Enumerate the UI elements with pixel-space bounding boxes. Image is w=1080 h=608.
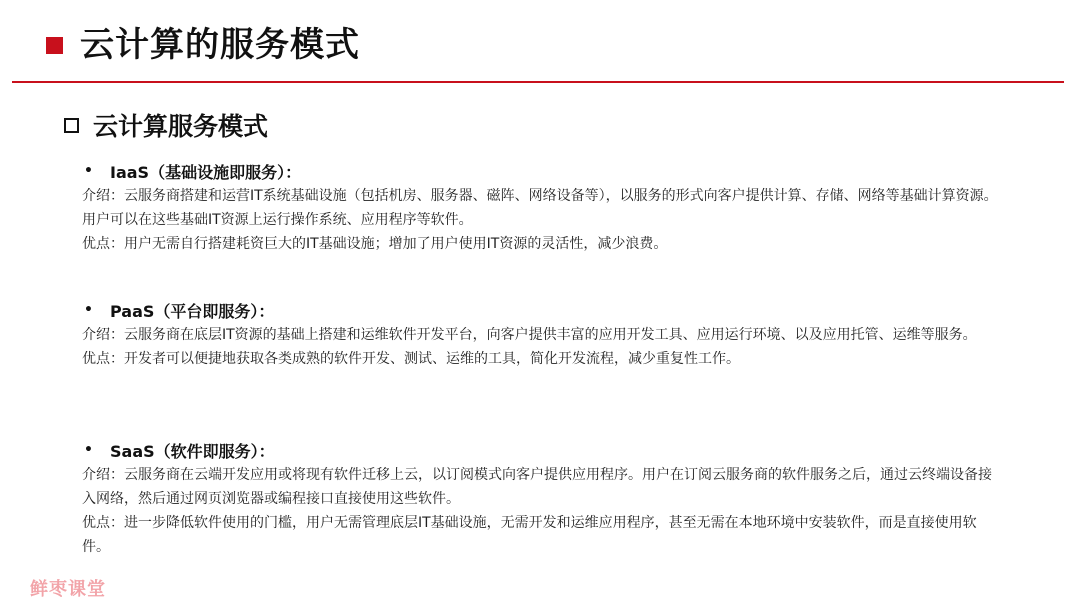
iaas-block	[82, 158, 1002, 256]
section-title: 云计算服务模式	[93, 112, 269, 141]
paas-intro: 介绍：云服务商在底层IT资源的基础上搭建和运维软件开发平台，向客户提供丰富的应用开发工具、应用运行环境、以及应用托管、运维等服务。	[82, 327, 977, 343]
saas-advantage: 优点：进一步降低软件使用的门槛，用户无需管理底层IT基础设施，无需开发和运维应用程序，甚至无需在本地环境中安装软件，而是直接使用软件。	[82, 515, 977, 555]
bullet-icon: •	[84, 442, 93, 458]
red-square-icon	[46, 37, 63, 54]
saas-intro: 介绍：云服务商在云端开发应用或将现有软件迁移上云，以订阅模式向客户提供应用程序。用户在订阅云服务商的软件服务之后，通过云终端设备接入网络，然后通过网页浏览器或编程接口直接使用这些软件。	[82, 467, 992, 507]
paas-advantage: 优点：开发者可以便捷地获取各类成熟的软件开发、测试、运维的工具，简化开发流程，减少重复性工作。	[82, 351, 740, 367]
iaas-title: IaaS（基础设施即服务）：	[110, 162, 302, 182]
paas-block	[82, 297, 1002, 371]
section-heading	[64, 105, 268, 145]
slide-header	[0, 0, 1080, 84]
brand-watermark: 鲜枣课堂	[30, 579, 106, 600]
header-divider	[12, 81, 1064, 83]
paas-title: PaaS（平台即服务）：	[110, 301, 275, 321]
bullet-icon: •	[84, 163, 93, 179]
iaas-intro: 介绍：云服务商搭建和运营IT系统基础设施（包括机房、服务器、磁阵、网络设备等），以服务的形式向客户提供计算、存储、网络等基础计算资源。用户可以在这些基础IT资源上运行操作系统、应用程序等软件。	[82, 188, 998, 228]
saas-heading	[84, 437, 1002, 463]
bullet-icon: •	[84, 302, 93, 318]
page-title: 云计算的服务模式	[80, 25, 360, 65]
paas-heading	[84, 297, 1002, 323]
iaas-advantage: 优点：用户无需自行搭建耗资巨大的IT基础设施；增加了用户使用IT资源的灵活性，减少浪费。	[82, 236, 668, 252]
hollow-square-icon	[64, 118, 79, 133]
saas-block	[82, 437, 1002, 559]
iaas-heading	[84, 158, 1002, 184]
saas-title: SaaS（软件即服务）：	[110, 441, 275, 461]
